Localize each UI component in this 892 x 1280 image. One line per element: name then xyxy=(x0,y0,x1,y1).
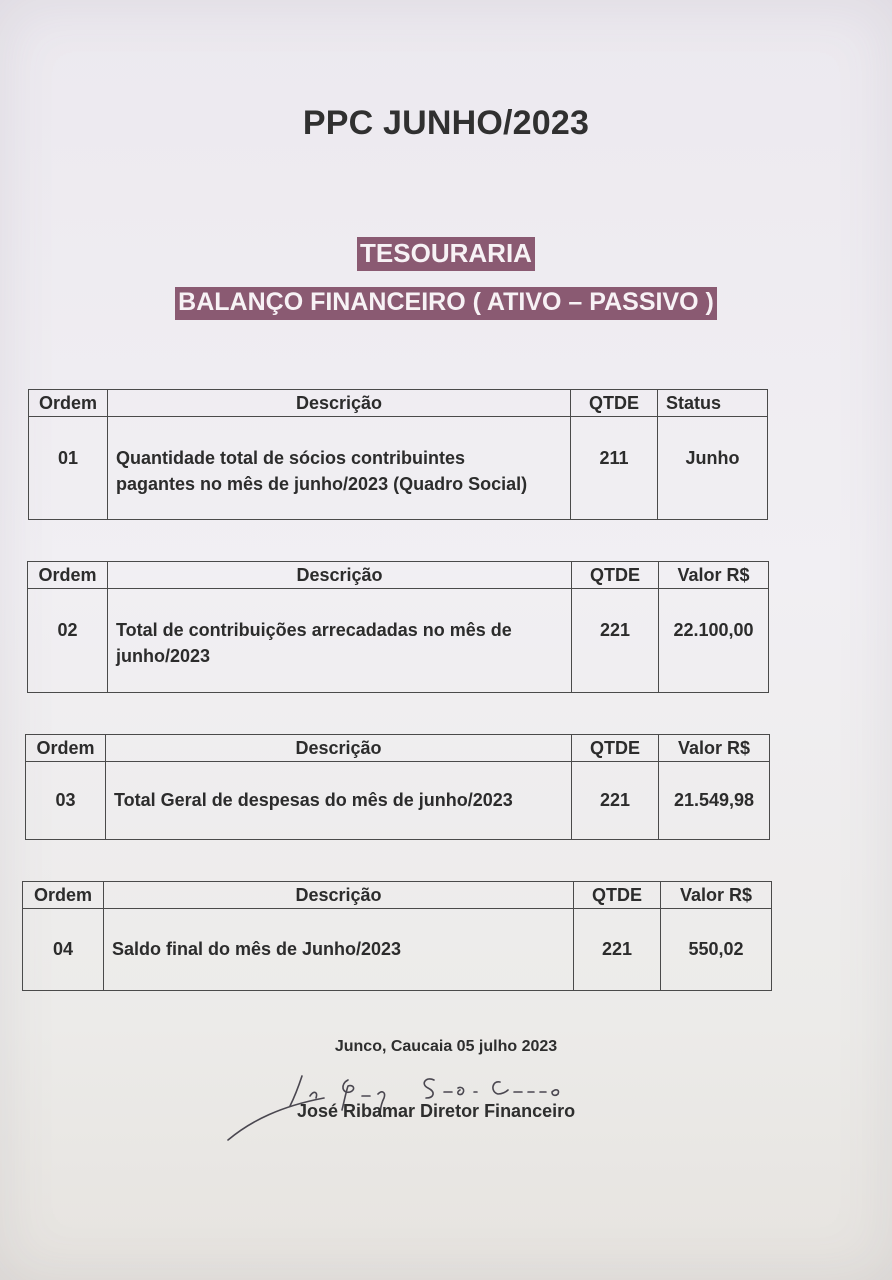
header-descricao: Descrição xyxy=(104,882,574,909)
section-heading: TESOURARIA xyxy=(357,237,535,271)
header-descricao: Descrição xyxy=(106,735,572,762)
header-qtde: QTDE xyxy=(571,390,658,417)
table-saldo xyxy=(22,881,772,991)
section-heading-wrap xyxy=(0,237,892,271)
descricao-line-2: pagantes no mês de junho/2023 (Quadro Social) xyxy=(116,474,528,495)
cell-ordem: 04 xyxy=(23,909,104,991)
table-despesas xyxy=(25,734,770,840)
signer-name: José Ribamar Diretor Financeiro xyxy=(297,1101,576,1121)
table-header-row xyxy=(26,735,770,762)
table-header-row xyxy=(23,882,772,909)
header-valor: Valor R$ xyxy=(659,562,769,589)
header-valor: Valor R$ xyxy=(661,882,772,909)
cell-ordem: 02 xyxy=(28,589,108,693)
table-row xyxy=(28,589,769,693)
descricao-line-1: Quantidade total de sócios contribuintes xyxy=(116,448,466,468)
header-ordem: Ordem xyxy=(29,390,108,417)
header-ordem: Ordem xyxy=(23,882,104,909)
cell-qtde: 221 xyxy=(572,762,659,840)
cell-ordem: 01 xyxy=(29,417,108,520)
header-ordem: Ordem xyxy=(26,735,106,762)
header-status: Status xyxy=(658,390,768,417)
table-row xyxy=(26,762,770,840)
header-ordem: Ordem xyxy=(28,562,108,589)
header-descricao: Descrição xyxy=(108,390,571,417)
descricao-line-2: junho/2023 xyxy=(116,646,211,667)
header-qtde: QTDE xyxy=(574,882,661,909)
cell-descricao xyxy=(108,417,571,520)
table-header-row xyxy=(28,562,769,589)
cell-descricao: Saldo final do mês de Junho/2023 xyxy=(104,909,574,991)
cell-qtde: 221 xyxy=(574,909,661,991)
cell-descricao: Total Geral de despesas do mês de junho/2023 xyxy=(106,762,572,840)
cell-ordem: 03 xyxy=(26,762,106,840)
header-valor: Valor R$ xyxy=(659,735,770,762)
table-header-row xyxy=(29,390,768,417)
cell-qtde: 211 xyxy=(571,417,658,520)
table-socios xyxy=(28,389,768,520)
cell-valor: 550,02 xyxy=(661,909,772,991)
table-contribuicoes xyxy=(27,561,769,693)
header-descricao: Descrição xyxy=(108,562,572,589)
table-row xyxy=(23,909,772,991)
cell-qtde: 221 xyxy=(572,589,659,693)
header-qtde: QTDE xyxy=(572,562,659,589)
cell-status: Junho xyxy=(658,417,768,520)
cell-valor: 22.100,00 xyxy=(659,589,769,693)
cell-valor: 21.549,98 xyxy=(659,762,770,840)
place-date: Junco, Caucaia 05 julho 2023 xyxy=(334,1038,558,1055)
header-qtde: QTDE xyxy=(572,735,659,762)
descricao-line-1: Total de contribuições arrecadadas no mês de xyxy=(116,620,512,640)
cell-descricao xyxy=(108,589,572,693)
subtitle-wrap xyxy=(0,287,892,320)
page-title: PPC JUNHO/2023 xyxy=(302,104,590,142)
subtitle-heading: BALANÇO FINANCEIRO ( ATIVO – PASSIVO ) xyxy=(175,287,717,320)
table-row xyxy=(29,417,768,520)
